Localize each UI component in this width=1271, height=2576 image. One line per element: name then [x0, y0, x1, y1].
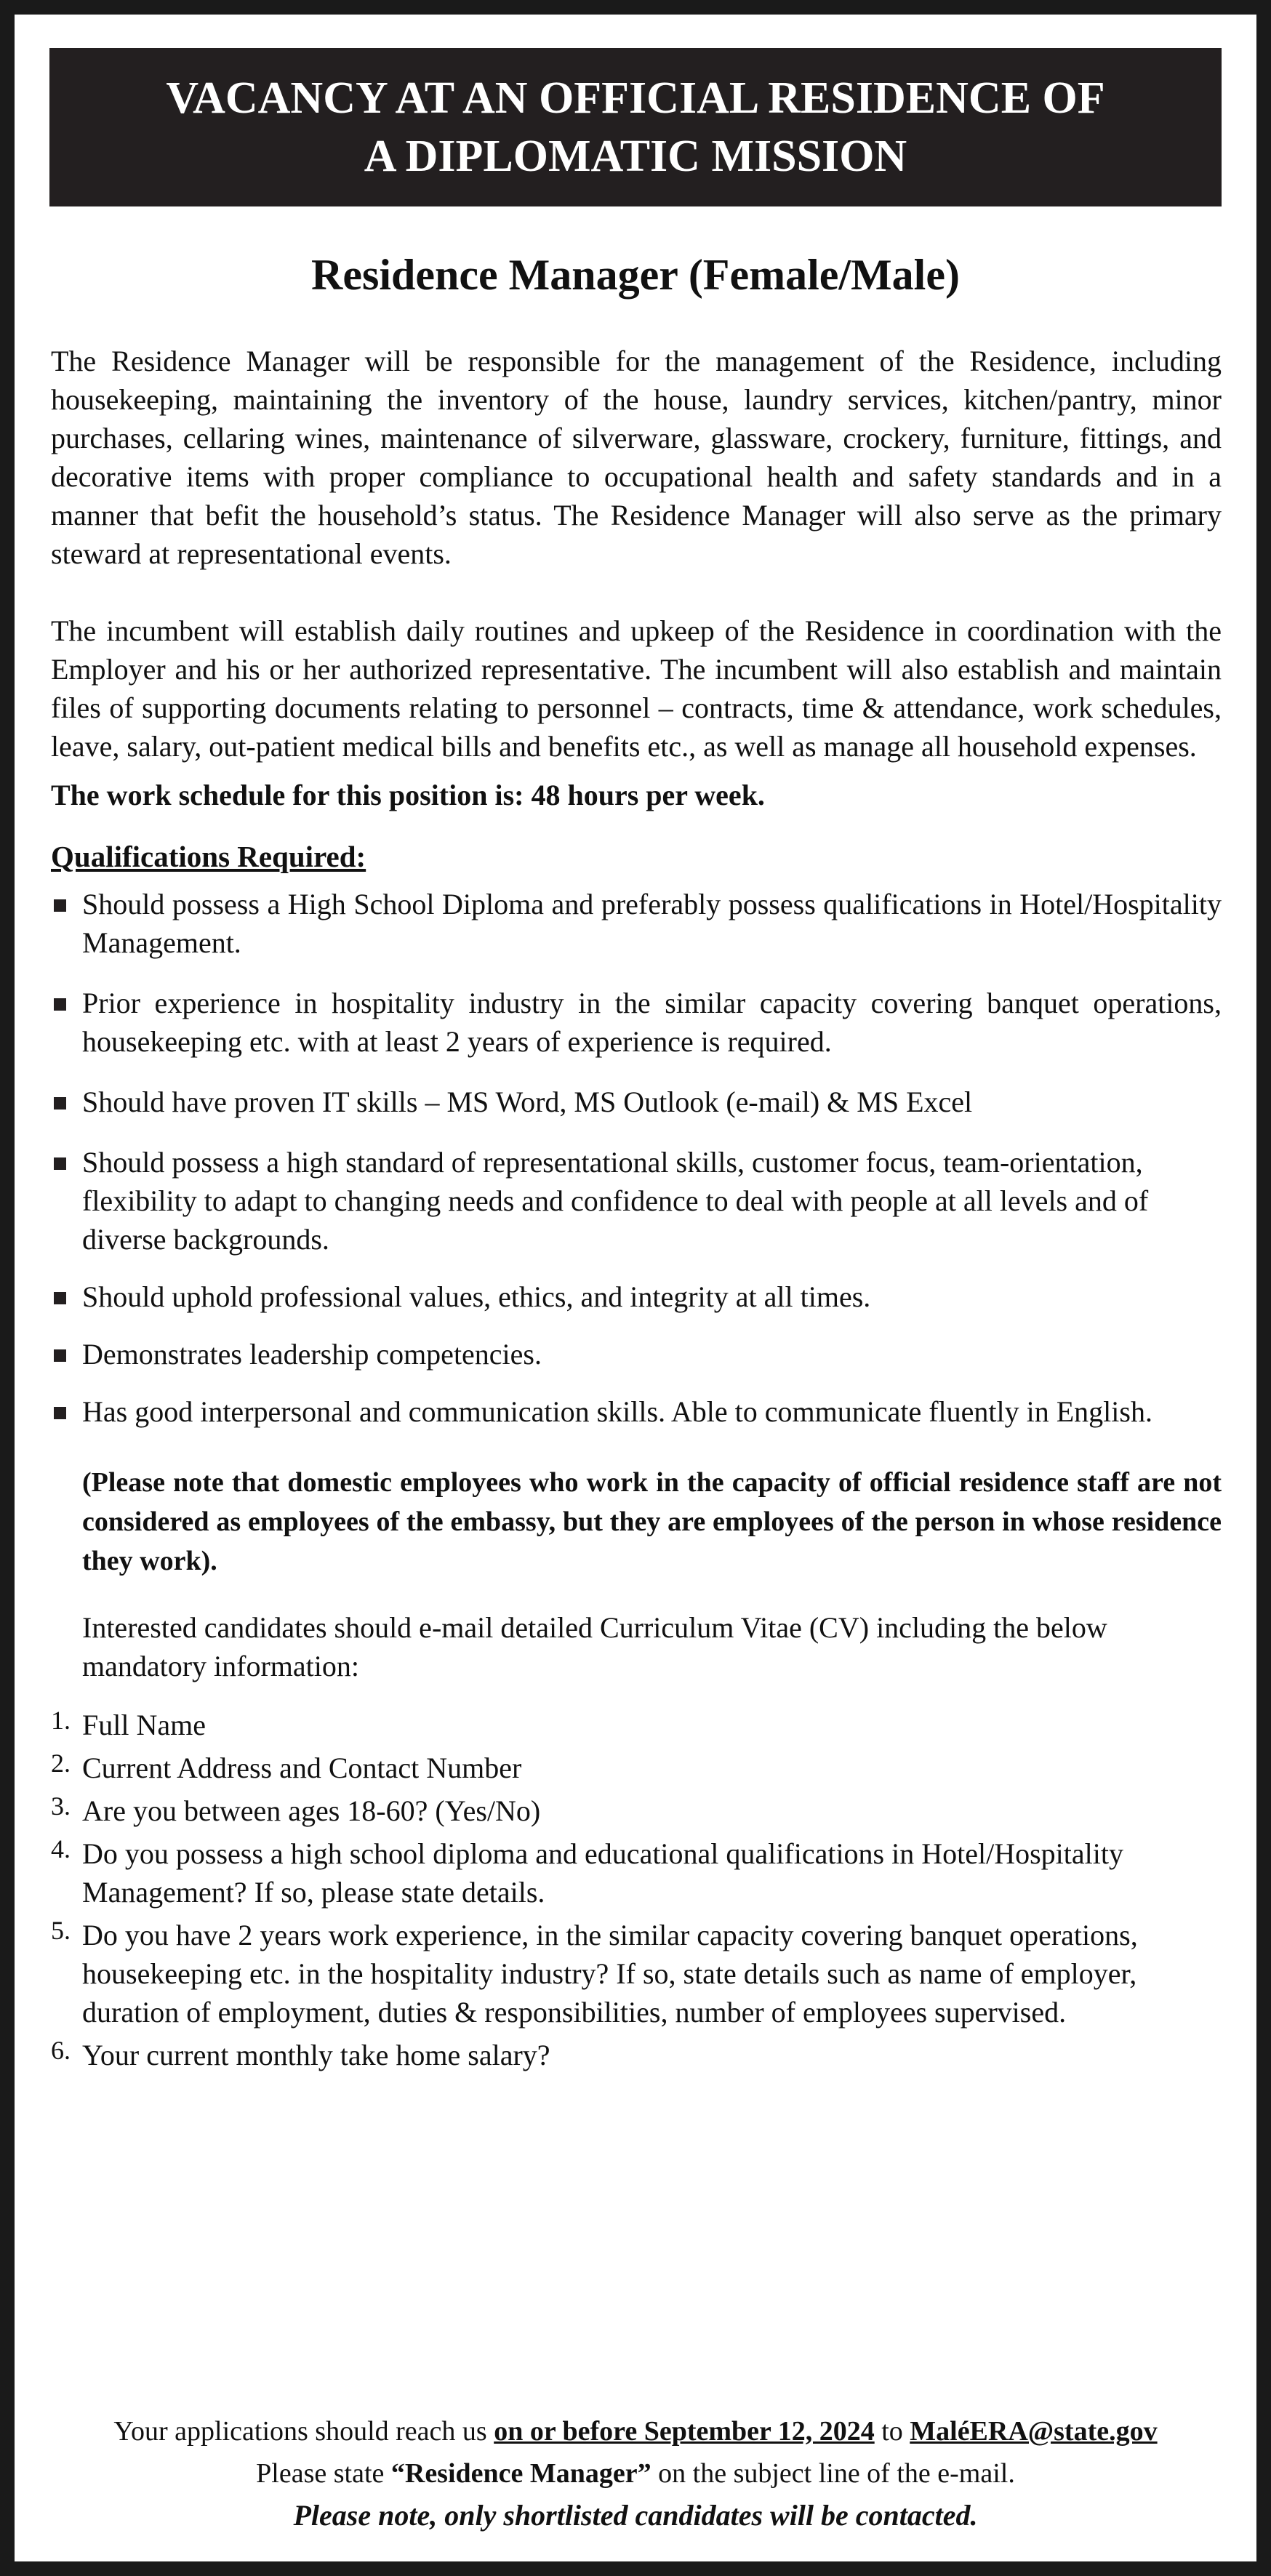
list-item: 6. Your current monthly take home salary? [51, 2036, 550, 2071]
footer-subject-line: Please state “Residence Manager” on the subject line of the e-mail. [256, 2458, 1015, 2489]
application-footer [49, 2410, 1222, 2537]
list-item: 3. Are you between ages 18-60? (Yes/No) [51, 1791, 541, 1827]
employment-note: (Please note that domestic employees who work in the capacity of official residence staff are not considered as employees of the embassy, but they are employees of the person in whose residence they work). [82, 1467, 1222, 1576]
bullet-icon [54, 1157, 66, 1170]
footer-deadline-line: Your applications should reach us on or before September 12, 2024 to MaléERA@state.gov [113, 2416, 1158, 2447]
document-page [15, 15, 1256, 2561]
job-title: Residence Manager (Female/Male) [311, 251, 960, 299]
qualification-item: Should uphold professional values, ethics, and integrity at all times. [51, 1277, 1222, 1316]
vacancy-banner [49, 48, 1222, 206]
qualifications-heading: Qualifications Required: [51, 840, 366, 873]
qualification-item: Prior experience in hospitality industry in the similar capacity covering banquet operations, housekeeping etc. with at least 2 years of experience is required. [51, 984, 1222, 1061]
intro-paragraph-2: The incumbent will establish daily routines and upkeep of the Residence in coordination with the Employer and his or her authorized representative. The incumbent will also establish and maintain files of supporting documents relating to personnel – contracts, time & attendance, work schedules, leave, salary, out-patient medical bills and benefits etc., as well as manage all household expenses. [51, 614, 1222, 763]
qualification-item: Demonstrates leadership competencies. [51, 1335, 1222, 1373]
intro-paragraph-1: The Residence Manager will be responsible for the management of the Residence, including housekeeping, maintaining the inventory of the house, laundry services, kitchen/pantry, minor purchases, cellaring wines, maintenance of silverware, glassware, crockery, furniture, fittings, and decorative items with proper compliance to occupational health and safety standards and in a manner that befit the household’s status. The Residence Manager will also serve as the primary steward at representational events. [51, 345, 1222, 570]
qualification-item: Has good interpersonal and communication skills. Able to communicate fluently in English. [51, 1392, 1222, 1431]
bullet-icon [54, 1349, 66, 1362]
list-item: 5. Do you have 2 years work experience, in the similar capacity covering banquet operations, housekeeping etc. in the hospitality industry? If so, state details such as name of employer, duration of employment, duties & responsibilities, number of employees supervised. [51, 1916, 1138, 2029]
banner-line-2: A DIPLOMATIC MISSION [364, 132, 907, 181]
bullet-icon [54, 1407, 66, 1419]
bullet-icon [54, 1097, 66, 1110]
application-email[interactable]: MaléERA@state.gov [910, 2416, 1158, 2447]
mandatory-info-list [51, 1706, 1222, 2074]
list-item: 2. Current Address and Contact Number [51, 1749, 522, 1784]
bullet-icon [54, 899, 66, 912]
qualification-item: Should have proven IT skills – MS Word, MS Outlook (e-mail) & MS Excel [51, 1083, 1222, 1121]
application-instructions: Interested candidates should e-mail detailed Curriculum Vitae (CV) including the below mandatory information: [82, 1611, 1107, 1682]
subject-text: “Residence Manager” [390, 2458, 651, 2489]
qualification-item: Should possess a high standard of representational skills, customer focus, team-orientation, flexibility to adapt to changing needs and confidence to deal with people at all levels and of diverse backgrounds. [51, 1143, 1222, 1259]
deadline-date: on or before September 12, 2024 [494, 2416, 875, 2447]
banner-line-1: VACANCY AT AN OFFICIAL RESIDENCE OF [166, 73, 1105, 123]
shortlist-notice: Please note, only shortlisted candidates will be contacted. [293, 2499, 978, 2532]
qualifications-list [51, 885, 1222, 1431]
bullet-icon [54, 1292, 66, 1304]
list-item: 4. Do you possess a high school diploma and educational qualifications in Hotel/Hospitality Management? If so, please state details. [51, 1834, 1123, 1909]
work-schedule: The work schedule for this position is: 48 hours per week. [51, 779, 765, 811]
qualification-item: Should possess a High School Diploma and preferably possess qualifications in Hotel/Hospitality Management. [51, 885, 1222, 962]
document-body [51, 342, 1222, 2074]
bullet-icon [54, 998, 66, 1011]
list-item: 1. Full Name [51, 1706, 206, 1741]
